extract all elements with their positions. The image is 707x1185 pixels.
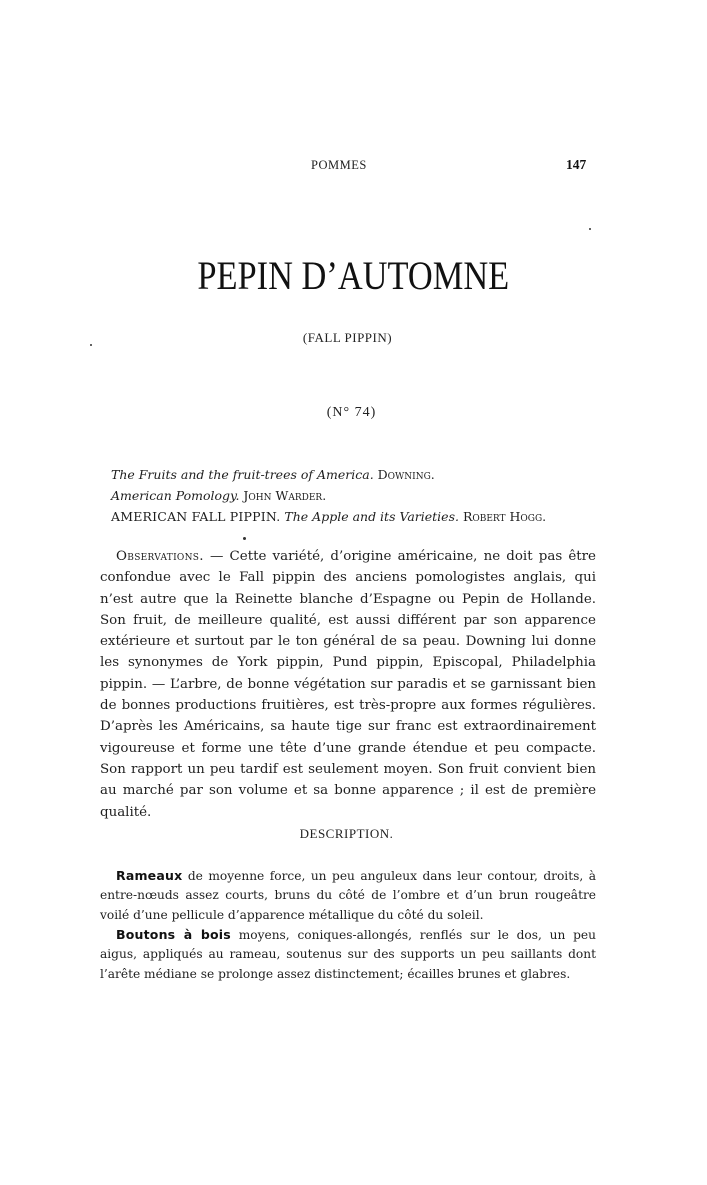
running-head: [0, 158, 707, 178]
running-title: POMMES: [311, 158, 367, 172]
description-entry-rameaux: [100, 866, 596, 925]
description-text: moyens, coniques-allongés, renflés sur le dos, un peu aigus, appliqués au rameau, soutenus sur des supports un peu saillants dont l’arête médiane se prolonge assez distinctement; écailles brunes et glabres.: [100, 928, 596, 981]
observations-paragraph: [100, 546, 596, 823]
page-title: PEPIN D’AUTOMNE: [197, 253, 510, 298]
observations-text: — Cette variété, d’origine américaine, ne doit pas être confondue avec le Fall pippin des anciens pomologistes anglais, qui n’est autre que la Reinette blanche d’Espagne ou Pepin de Hollande. Son fruit, de meilleure qualité, est aussi différent par son apparence extérieure et surtout par le ton général de sa peau. Downing lui donne les synonymes de York pippin, Pund pippin, Episcopal, Philadelphia pippin. — L’arbre, de bonne végétation sur paradis et se garnissant bien de bonnes productions fruitières, est très-propre aux formes régulières. D’après les Américains, sa haute tige sur franc est extraordinairement vigoureuse et forme une tête d’une grande étendue et peu compacte. Son rapport un peu tardif est seulement moyen. Son fruit convient bien au marché par son volume et sa bonne apparence ; il est de première qualité.: [100, 549, 596, 820]
reference-item: [111, 506, 601, 527]
print-speck: [243, 537, 246, 540]
subtitle: (FALL PIPPIN): [302, 330, 393, 345]
print-speck: [589, 228, 591, 230]
observations-heading: Observations.: [116, 549, 204, 564]
print-speck: [90, 344, 92, 346]
reference-work: The Apple and its Varieties.: [284, 509, 459, 524]
references-list: [111, 464, 601, 527]
reference-author: Robert Hogg.: [462, 509, 547, 524]
reference-work: The Fruits and the fruit-trees of America.: [111, 467, 374, 482]
reference-item: [111, 464, 601, 485]
variety-number: (N° 74): [326, 405, 377, 420]
reference-author: John Warder.: [243, 488, 327, 503]
reference-item: [111, 485, 601, 506]
description-term: Rameaux: [116, 868, 183, 883]
description-text: de moyenne force, un peu anguleux dans leur contour, droits, à entre-nœuds assez courts, bruns du côté de l’ombre et d’un brun rougeâtre voilé d’une pellicule d’apparence métallique du côté du soleil.: [100, 869, 596, 922]
description-entry-boutons: [100, 925, 596, 984]
page-number: 147: [566, 157, 587, 172]
reference-synonym: AMERICAN FALL PIPPIN.: [111, 509, 281, 524]
reference-work: American Pomology.: [111, 488, 240, 503]
reference-author: Downing.: [377, 467, 435, 482]
description-term: Boutons à bois: [116, 927, 231, 942]
description-heading: DESCRIPTION.: [299, 826, 394, 841]
